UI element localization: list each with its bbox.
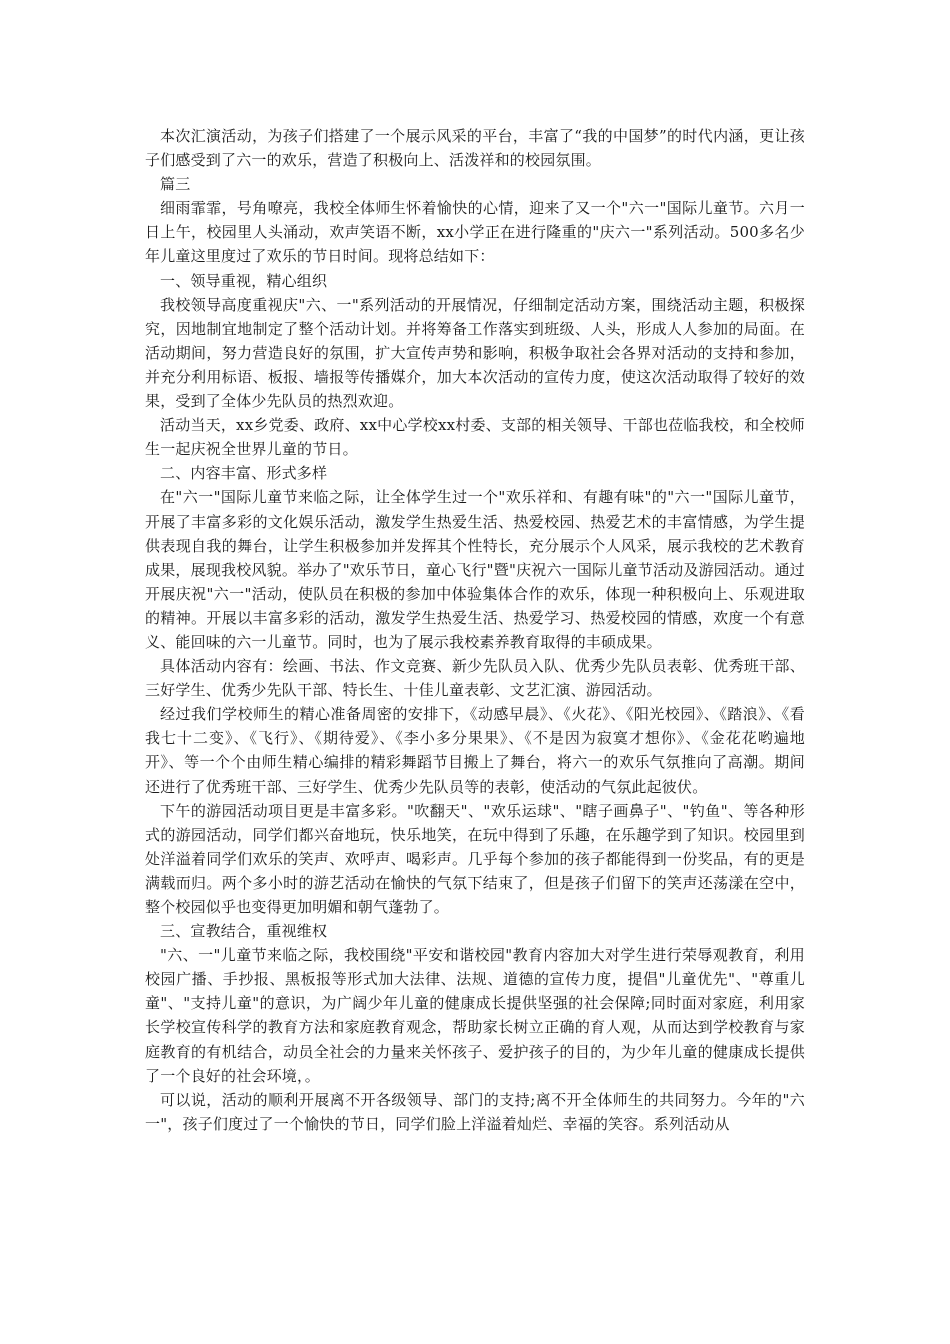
paragraph: 我校领导高度重视庆"六、一"系列活动的开展情况，仔细制定活动方案，围绕活动主题，积极探究，因地制宜地制定了整个活动计划。并将筹备工作落实到班级、人头，形成人人参加的局面。在活动期间，努力营造良好的氛围，扩大宣传声势和影响，积极争取社会各界对活动的支持和参加，并充分利用标语、板报、墙报等传播媒介，加大本次活动的宣传力度，使这次活动取得了较好的效果，受到了全体少先队员的热烈欢迎。 <box>145 295 805 411</box>
paragraph: 细雨霏霏，号角嘹亮，我校全体师生怀着愉快的心情，迎来了又一个"六一"国际儿童节。六月一日上午，校园里人头涌动，欢声笑语不断，xx小学正在进行隆重的"庆六一"系列活动。500多名少年儿童这里度过了欢乐的节日时间。现将总结如下： <box>145 199 805 266</box>
document-body <box>145 124 805 1136</box>
paragraph: "六、一"儿童节来临之际，我校围绕"平安和谐校园"教育内容加大对学生进行荣辱观教育，利用校园广播、手抄报、黑板报等形式加大法律、法规、道德的宣传力度，提倡"儿童优先"、"尊重儿童"、"支持儿童"的意识，为广阔少年儿童的健康成长提供坚强的社会保障;同时面对家庭，利用家长学校宣传科学的教育方法和家庭教育观念，帮助家长树立正确的育人观，从而达到学校教育与家庭教育的有机结合，动员全社会的力量来关怀孩子、爱护孩子的目的，为少年儿童的健康成长提供了一个良好的社会环境，。 <box>145 946 805 1085</box>
paragraph: 本次汇演活动，为孩子们搭建了一个展示风采的平台，丰富了“我的中国梦”的时代内涵，更让孩子们感受到了六一的欢乐，营造了积极向上、活泼祥和的校园氛围。 <box>145 127 805 170</box>
section-heading: 一、领导重视，精心组织 <box>160 271 328 290</box>
paragraph: 在"六一"国际儿童节来临之际，让全体学生过一个"欢乐祥和、有趣有味"的"六一"国际儿童节，开展了丰富多彩的文化娱乐活动，激发学生热爱生活、热爱校园、热爱艺术的丰富情感，为学生提供表现自我的舞台，让学生积极参加并发挥其个性特长，充分展示个人风采，展示我校的艺术教育成果，展现我校风貌。举办了"欢乐节日，童心飞行"暨"庆祝六一国际儿童节活动及游园活动。通过开展庆祝"六一"活动，使队员在积极的参加中体验集体合作的欢乐，体现一种积极向上、乐观进取的精神。开展以丰富多彩的活动，激发学生热爱生活、热爱学习、热爱校园的情感，欢度一个有意义、能回味的六一儿童节。同时，也为了展示我校素养教育取得的丰硕成果。 <box>145 488 805 651</box>
paragraph: 下午的游园活动项目更是丰富多彩。"吹翻天"、"欢乐运球"、"瞎子画鼻子"、"钓鱼"、等各种形式的游园活动，同学们都兴奋地玩，快乐地笑，在玩中得到了乐趣，在乐趣学到了知识。校园里到处洋溢着同学们欢乐的笑声、欢呼声、喝彩声。几乎每个参加的孩子都能得到一份奖品，有的更是满载而归。两个多小时的游艺活动在愉快的气氛下结束了，但是孩子们留下的笑声还荡漾在空中，整个校园似乎也变得更加明媚和朝气蓬勃了。 <box>145 801 805 916</box>
paragraph: 活动当天，xx乡党委、政府、xx中心学校xx村委、支部的相关领导、干部也莅临我校，和全校师生一起庆祝全世界儿童的节日。 <box>145 416 805 459</box>
paragraph: 可以说，活动的顺利开展离不开各级领导、部门的支持;离不开全体师生的共同努力。今年的"六一"，孩子们度过了一个愉快的节日，同学们脸上洋溢着灿烂、幸福的笑容。系列活动从 <box>145 1090 805 1133</box>
section-heading: 三、宣教结合，重视维权 <box>160 922 328 941</box>
section-heading: 二、内容丰富、形式多样 <box>160 464 328 483</box>
paragraph: 具体活动内容有：绘画、书法、作文竞赛、新少先队员入队、优秀少先队员表彰、优秀班干部、三好学生、优秀少先队干部、特长生、十佳儿童表彰、文艺汇演、游园活动。 <box>145 657 805 700</box>
section-title: 篇三 <box>160 175 191 194</box>
paragraph: 经过我们学校师生的精心准备周密的安排下，《动感早晨》、《火花》、《阳光校园》、《踏浪》、《看我七十二变》、《飞行》、《期待爱》、《李小多分果果》、《不是因为寂寞才想你》、《金花花哟遍地开》、等一个个由师生精心编排的精彩舞蹈节目搬上了舞台，将六一的欢乐气氛推向了高潮。期间还进行了优秀班干部、三好学生、优秀少先队员等的表彰，使活动的气氛此起彼伏。 <box>145 705 805 796</box>
